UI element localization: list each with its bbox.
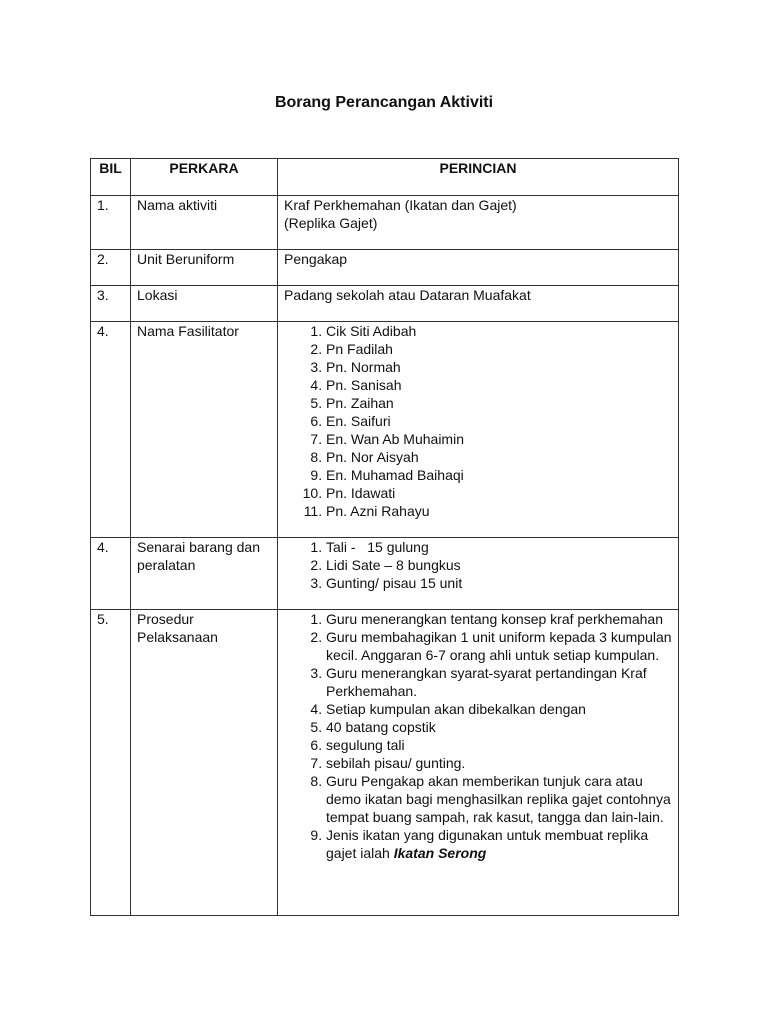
row-detail [278, 196, 679, 250]
list-item: 7. En. Wan Ab Muhaimin [326, 430, 672, 448]
table-row [91, 250, 679, 286]
row-item: Senarai barang dan peralatan [131, 538, 278, 610]
list-item: 2. Lidi Sate – 8 bungkus [326, 556, 672, 574]
table-header-row [91, 159, 679, 196]
table-row [91, 538, 679, 610]
list-item: 4. Pn. Sanisah [326, 376, 672, 394]
row-detail [278, 286, 679, 322]
row-number: 2. [91, 250, 131, 286]
list-item: 3. Pn. Normah [326, 358, 672, 376]
list-item: 7. sebilah pisau/ gunting. [326, 754, 672, 772]
activity-table [90, 158, 679, 916]
list-item [326, 826, 672, 862]
row-item: Unit Beruniform [131, 250, 278, 286]
row-item: Lokasi [131, 286, 278, 322]
list-item-text: Jenis ikatan yang digunakan untuk membuat replika gajet ialah [326, 827, 649, 861]
row-detail [278, 610, 679, 916]
detail-line: Padang sekolah atau Dataran Muafakat [284, 287, 531, 303]
procedure-list [284, 610, 672, 862]
equipment-list [284, 538, 672, 592]
facilitator-list [284, 322, 672, 520]
emphasis-text: Ikatan Serong [393, 845, 487, 861]
row-item: Prosedur Pelaksanaan [131, 610, 278, 916]
row-detail [278, 322, 679, 538]
list-item: 5. 40 batang copstik [326, 718, 672, 736]
table-row [91, 286, 679, 322]
list-item: 8. Guru Pengakap akan memberikan tunjuk cara atau demo ikatan bagi menghasilkan replika gajet contohnya tempat buang sampah, rak kasut, tangga dan lain-lain. [326, 772, 672, 826]
detail-line: Kraf Perkhemahan (Ikatan dan Gajet) [284, 197, 517, 213]
list-item: 3. Gunting/ pisau 15 unit [326, 574, 672, 592]
list-item: 10. Pn. Idawati [326, 484, 672, 502]
list-item: 3. Guru menerangkan syarat-syarat pertandingan Kraf Perkhemahan. [326, 664, 672, 700]
row-number: 5. [91, 610, 131, 916]
page-title: Borang Perancangan Aktiviti [274, 94, 494, 111]
list-item: 4. Setiap kumpulan akan dibekalkan dengan [326, 700, 672, 718]
list-item: 5. Pn. Zaihan [326, 394, 672, 412]
list-item: 6. En. Saifuri [326, 412, 672, 430]
header-bil: BIL [91, 159, 131, 196]
table-row [91, 322, 679, 538]
list-item: 11. Pn. Azni Rahayu [326, 502, 672, 520]
table-row [91, 610, 679, 916]
list-item: 1. Tali - 15 gulung [326, 538, 672, 556]
row-number: 1. [91, 196, 131, 250]
list-item: 8. Pn. Nor Aisyah [326, 448, 672, 466]
row-detail [278, 250, 679, 286]
row-item: Nama aktiviti [131, 196, 278, 250]
row-item: Nama Fasilitator [131, 322, 278, 538]
row-detail [278, 538, 679, 610]
detail-line: Pengakap [284, 251, 348, 267]
list-item: 9. En. Muhamad Baihaqi [326, 466, 672, 484]
header-perincian: PERINCIAN [278, 159, 679, 196]
row-number: 3. [91, 286, 131, 322]
list-item: 1. Guru menerangkan tentang konsep kraf perkhemahan [326, 610, 672, 628]
row-number: 4. [91, 322, 131, 538]
list-item: 2. Guru membahagikan 1 unit uniform kepada 3 kumpulan kecil. Anggaran 6-7 orang ahli untuk setiap kumpulan. [326, 628, 672, 664]
table-row [91, 196, 679, 250]
list-item: 6. segulung tali [326, 736, 672, 754]
header-perkara: PERKARA [131, 159, 278, 196]
list-item: 2. Pn Fadilah [326, 340, 672, 358]
list-item: 1. Cik Siti Adibah [326, 322, 672, 340]
row-number: 4. [91, 538, 131, 610]
detail-line: (Replika Gajet) [284, 215, 378, 231]
